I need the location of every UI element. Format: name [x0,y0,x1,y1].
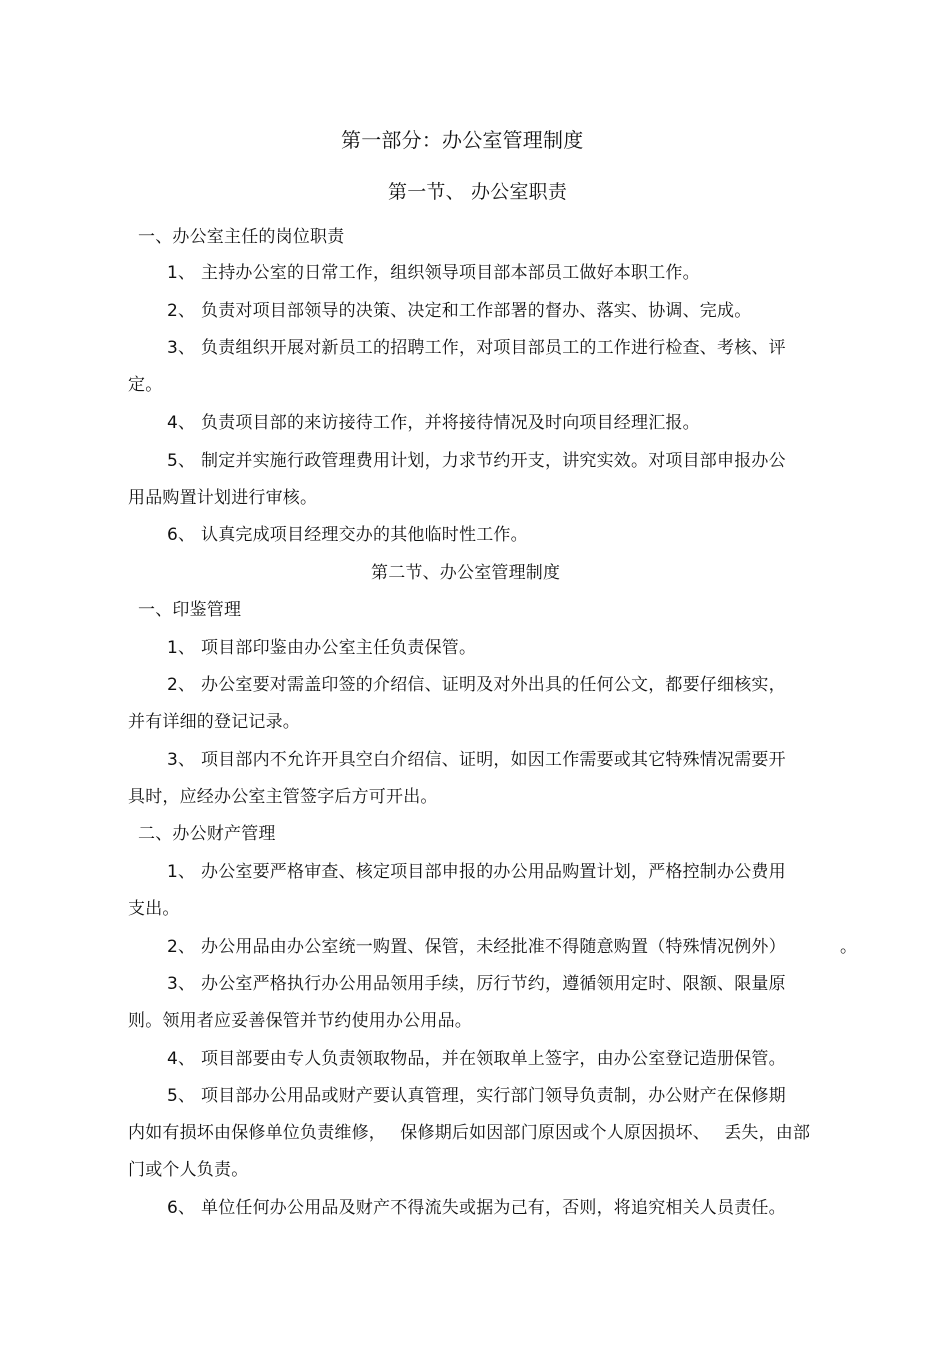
duty-item [167,300,751,322]
item-number: 3、 [167,974,196,994]
item-text-continued: 则。领用者应妥善保管并节约使用办公用品。 [128,1011,472,1031]
rule-item [167,637,476,659]
item-text: 项目部办公用品或财产要认真管理，实行部门领导负责制，办公财产在保修期 [201,1086,786,1106]
item-text-continued: 门或个人负责。 [128,1160,249,1180]
rule-item [167,749,786,771]
section-1-title: 第一节、 办公室职责 [388,181,568,203]
item-text: 单位任何办公用品及财产不得流失或据为己有，否则，将追究相关人员责任。 [201,1198,786,1218]
rule-item [167,1197,786,1219]
item-text-continued: 定。 [128,375,163,395]
item-text: 主持办公室的日常工作，组织领导项目部本部员工做好本职工作。 [201,263,700,283]
part-title: 第一部分：办公室管理制度 [341,128,584,152]
item-text-continued: 具时，应经办公室主管签字后方可开出。 [128,787,438,807]
section-2-title: 第二节、办公室管理制度 [371,563,561,583]
item-number: 6、 [167,525,196,545]
item-trailing-punctuation: 。 [840,937,858,957]
item-text-continued: 并有详细的登记记录。 [128,712,300,732]
item-text: 办公室严格执行办公用品领用手续，厉行节约，遵循领用定时、限额、限量原 [201,974,786,994]
item-text: 认真完成项目经理交办的其他临时性工作。 [201,525,528,545]
rule-item [167,1048,786,1070]
item-number: 4、 [167,1049,196,1069]
rule-item [167,674,786,696]
item-text-continued: 支出。 [128,899,180,919]
duty-item [167,337,786,359]
item-text: 负责项目部的来访接待工作，并将接待情况及时向项目经理汇报。 [201,413,700,433]
item-number: 6、 [167,1198,196,1218]
item-number: 2、 [167,301,196,321]
item-number: 5、 [167,451,196,471]
item-text-continued: 内如有损坏由保修单位负责维修， 保修期后如因部门原因或个人原因损坏、 丢失，由部 [128,1123,811,1143]
rule-item [167,973,786,995]
item-number: 1、 [167,638,196,658]
item-number: 2、 [167,937,196,957]
duty-item [167,412,700,434]
seal-heading: 一、印鉴管理 [138,600,242,620]
item-text: 办公室要严格审查、核定项目部申报的办公用品购置计划，严格控制办公费用 [201,862,786,882]
item-text: 负责对项目部领导的决策、决定和工作部署的督办、落实、协调、完成。 [201,301,752,321]
item-number: 1、 [167,862,196,882]
rule-item [167,861,786,883]
item-text: 制定并实施行政管理费用计划，力求节约开支，讲究实效。对项目部申报办公 [201,451,786,471]
rule-item [167,936,786,958]
duty-item [167,262,700,284]
item-number: 3、 [167,338,196,358]
rule-item [167,1085,786,1107]
section-1-heading: 一、办公室主任的岗位职责 [138,227,345,247]
item-number: 2、 [167,675,196,695]
property-heading: 二、办公财产管理 [138,824,276,844]
item-text: 项目部内不允许开具空白介绍信、证明，如因工作需要或其它特殊情况需要开 [201,750,786,770]
item-number: 4、 [167,413,196,433]
item-text: 项目部要由专人负责领取物品，并在领取单上签字，由办公室登记造册保管。 [201,1049,786,1069]
item-number: 3、 [167,750,196,770]
item-text: 项目部印鉴由办公室主任负责保管。 [201,638,477,658]
item-number: 1、 [167,263,196,283]
item-text: 办公用品由办公室统一购置、保管，未经批准不得随意购置（特殊情况例外） [201,937,786,957]
item-number: 5、 [167,1086,196,1106]
duty-item [167,524,528,546]
item-text: 办公室要对需盖印签的介绍信、证明及对外出具的任何公文，都要仔细核实， [201,675,786,695]
duty-item [167,450,786,472]
item-text-continued: 用品购置计划进行审核。 [128,488,318,508]
item-text: 负责组织开展对新员工的招聘工作，对项目部员工的工作进行检查、考核、评 [201,338,786,358]
